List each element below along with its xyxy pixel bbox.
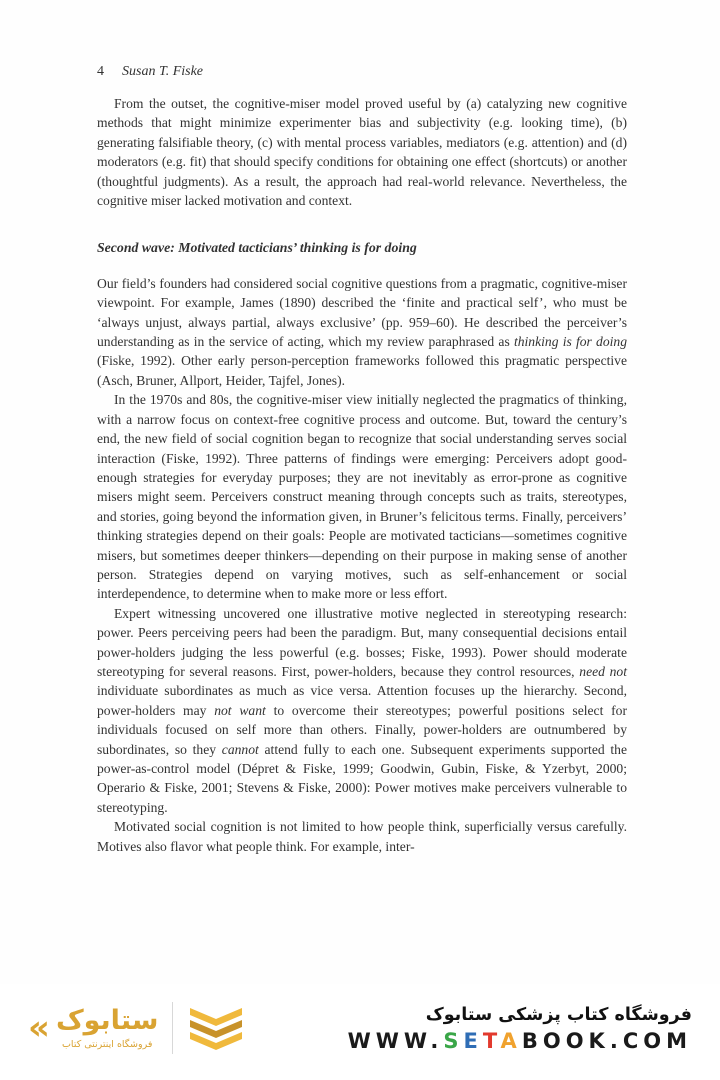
logo-subtitle: فروشگاه اینترنتی کتاب (61, 1038, 153, 1050)
author-name: Susan T. Fiske (122, 64, 204, 79)
logo-text (56, 1006, 158, 1050)
url-letter: O (643, 1028, 667, 1053)
logo-block (28, 1006, 158, 1050)
footer-text (348, 1005, 692, 1052)
url-letter: K (588, 1028, 610, 1053)
logo-title: ستابوک (55, 1005, 159, 1037)
logo-chevrons-icon: « (28, 1008, 50, 1048)
footer-watermark (0, 984, 720, 1080)
setabook-logo (28, 1002, 245, 1054)
url-letter: C (622, 1028, 644, 1053)
url-letter: B (521, 1028, 543, 1053)
section-heading: Second wave: Motivated tacticians’ thinking is for doing (97, 240, 417, 256)
paragraph: In the 1970s and 80s, the cognitive-miser view initially neglected the pragmatics of thinking, with a narrow focus on context-free cognitive process and outcome. But, toward the century’s end, the new field of social cognition began to recognize that social understanding serves social interaction (Fiske, 1992). Three patterns of findings were emerging: Perceivers adopt good-enough strategies for everyday purposes; they are not inevitably as error-prone as cognitive misers might seem. Perceivers construct meaning through concepts such as traits, stereotypes, and stories, going beyond the information given, in Bruner’s felicitous terms. Finally, perceivers’ thinking strategies depend on their goals: People are motivated tacticians—sometimes cognitive misers, but sometimes deeper thinkers—depending on their purpose in making sense of another person. Strategies depend on varying motives, such as self-enhancement or social interdependence, to determine when to make more or less effort. (97, 392, 627, 602)
url-letter: O (565, 1028, 589, 1053)
paragraph: Our field’s founders had considered social cognitive questions from a pragmatic, cognitive-miser viewpoint. For example, James (1890) described the ‘finite and practical self’, who must be ‘always unjust, always partial, always exclusive’ (pp. 959–60). He described the perceiver’s understanding as in the service of acting, which my review paraphrased as thinking is for doing (Fiske, 1992). Other early person-perception frameworks followed this pragmatic perspective (Asch, Bruner, Allport, Heider, Tajfel, Jones). (97, 275, 627, 388)
url-letter: . (609, 1028, 623, 1053)
url-letter: E (463, 1028, 483, 1053)
url-letter: . (430, 1028, 444, 1053)
url-letter: W (347, 1028, 376, 1053)
url-letter: T (482, 1028, 501, 1053)
running-head (97, 64, 627, 80)
url-letter: S (443, 1028, 464, 1053)
url-letter: O (542, 1028, 566, 1053)
page-number: 4 (97, 64, 104, 79)
article (97, 94, 627, 856)
url-letter: W (375, 1028, 404, 1053)
stacked-books-icon (187, 1002, 245, 1054)
url-letter: W (403, 1028, 431, 1053)
url-letter: M (666, 1028, 692, 1053)
paragraph: From the outset, the cognitive-miser model proved useful by (a) catalyzing new cognitive methods that might minimize experimenter bias and subjectivity (e.g. looking time), (b) generating falsifiable theory, (c) with mental process variables, mediators (e.g. attention) and (d) moderators (e.g. fit) that should specify conditions for obtaining one effect (shortcuts) or another (thoughtful judgments). As a result, the approach had real-world relevance. Nevertheless, the cognitive miser lacked motivation and context. (97, 96, 627, 209)
url-letter: A (500, 1028, 522, 1053)
website-url (347, 1028, 692, 1053)
paragraph: Motivated social cognition is not limited to how people think, superficially versus carefully. Motives also flavor what people think. For example, inter- (97, 819, 627, 854)
store-title: فروشگاه کتاب پزشکی ستابوک (425, 1004, 692, 1025)
footer-divider (172, 1002, 173, 1054)
paragraph: Expert witnessing uncovered one illustrative motive neglected in stereotyping research: power. Peers perceiving peers had been the paradigm. But, many consequential decisions entail power-holders judging the less powerful (e.g. bosses; Fiske, 1993). Power should moderate stereotyping for several reasons. First, power-holders, because they control resources, need not individuate subordinates as much as vice versa. Attention focuses up the hierarchy. Second, power-holders may not want to overcome their stereotypes; powerful positions select for individuals focused on self more than others. Finally, power-holders are outnumbered by subordinates, so they cannot attend fully to each one. Subsequent experiments supported the power-as-control model (Dépret & Fiske, 1999; Goodwin, Gubin, Fiske, & Yzerbyt, 2000; Operario & Fiske, 2001; Stevens & Fiske, 2000): Power motives make perceivers vulnerable to stereotyping. (97, 605, 627, 815)
